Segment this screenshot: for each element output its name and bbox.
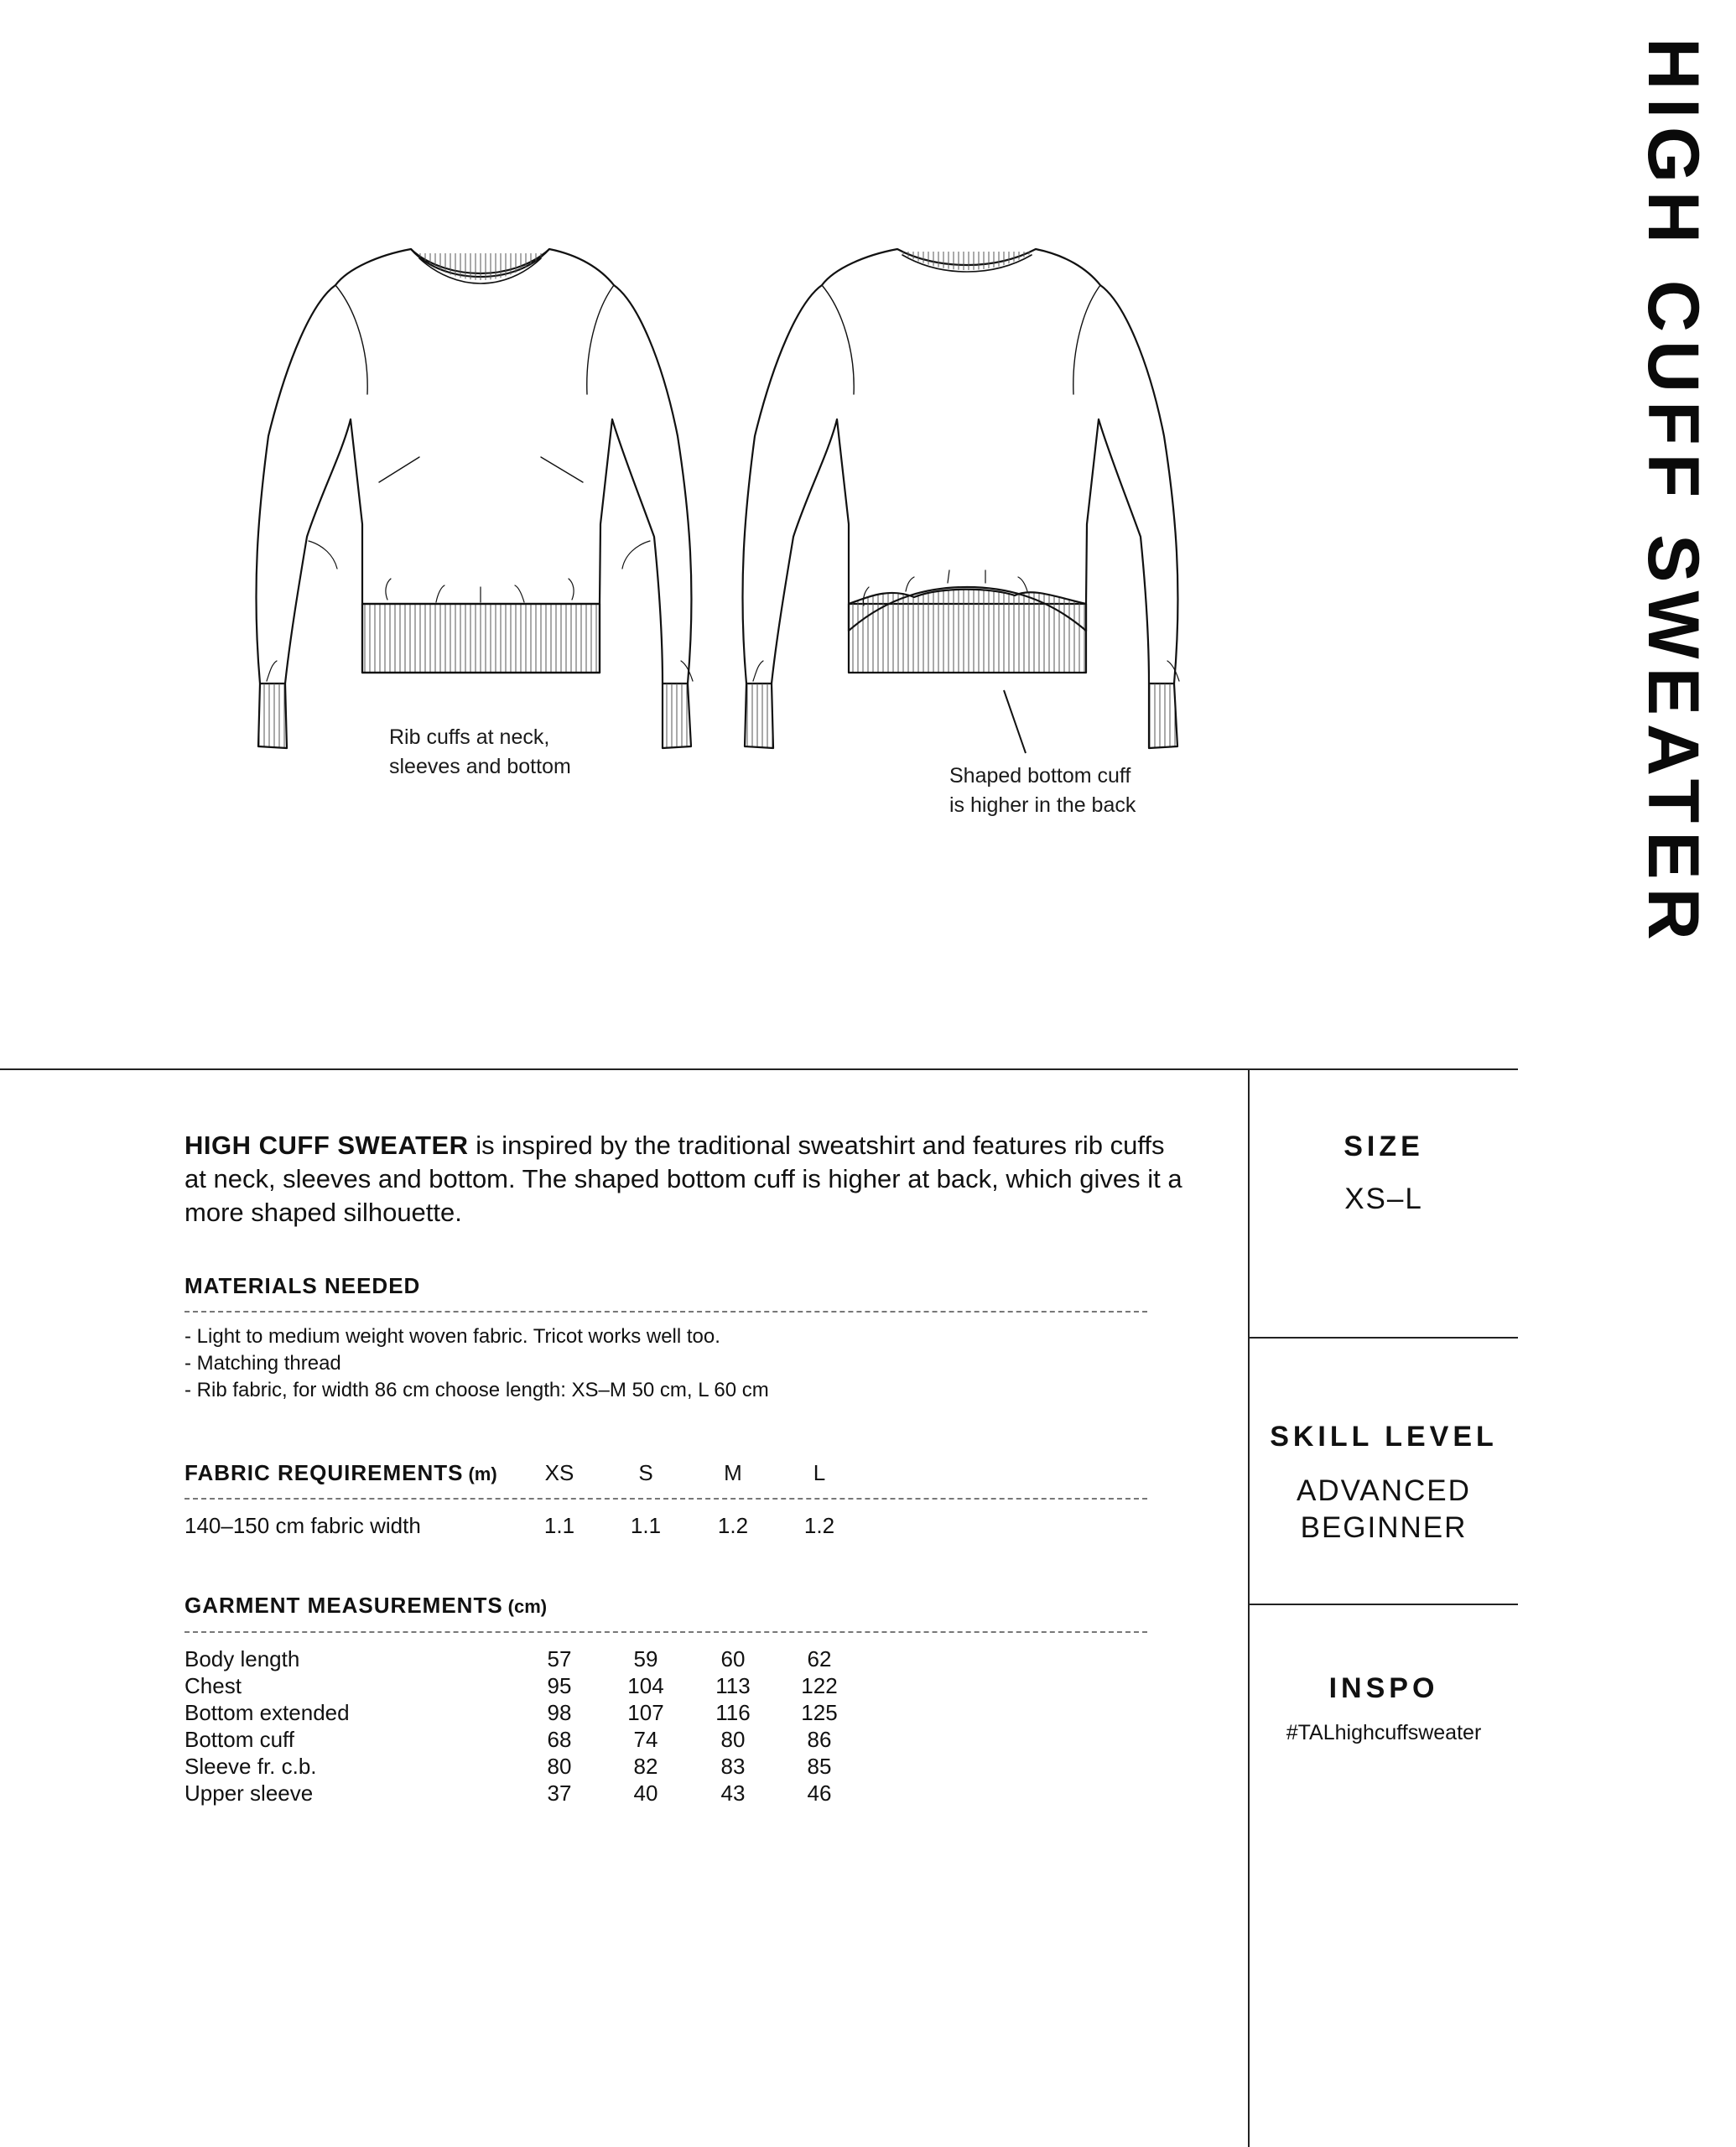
fabric-cell: 1.1 [543, 1513, 575, 1538]
garment-cell: 74 [633, 1727, 658, 1752]
garment-row-label: Bottom extended [185, 1700, 350, 1725]
vertical-title: HIGH CUFF SWEATER [1633, 38, 1713, 949]
front-note [389, 723, 571, 782]
garment-cell: 86 [807, 1727, 832, 1752]
front-view-drawing [256, 249, 693, 748]
garment-cell: 122 [801, 1673, 838, 1698]
inspo-hashtag: #TALhighcuffsweater [1286, 1721, 1482, 1744]
back-view-drawing [742, 249, 1179, 748]
skill-value-line-1: ADVANCED [1297, 1474, 1471, 1507]
front-note-line-2: sleeves and bottom [389, 755, 571, 778]
garment-cell: 40 [633, 1781, 658, 1806]
size-value: XS–L [1344, 1183, 1423, 1215]
back-note-line-2: is higher in the back [949, 793, 1136, 817]
garment-cell: 107 [627, 1700, 664, 1725]
garment-cell: 37 [547, 1781, 572, 1806]
inspo-heading: INSPO [1328, 1672, 1439, 1704]
garment-cell: 57 [547, 1646, 572, 1671]
garment-cell: 95 [547, 1673, 572, 1698]
back-note-line-1: Shaped bottom cuff [949, 764, 1131, 788]
skill-value-line-2: BEGINNER [1300, 1511, 1468, 1544]
materials-heading: MATERIALS NEEDED [185, 1273, 421, 1298]
fabric-rule [185, 1498, 1147, 1500]
intro-product-name: HIGH CUFF SWEATER [185, 1131, 469, 1160]
size-header-m: M [724, 1460, 742, 1485]
fabric-heading-text: FABRIC REQUIREMENTS [185, 1460, 464, 1485]
garment-rule [185, 1631, 1147, 1633]
materials-item: - Light to medium weight woven fabric. Tricot works well too. [185, 1325, 720, 1348]
fabric-cell: 1.1 [630, 1513, 662, 1538]
garment-cell: 98 [547, 1700, 572, 1725]
garment-cell: 43 [720, 1781, 746, 1806]
section-divider [0, 1068, 1518, 1070]
garment-cell: 113 [715, 1673, 751, 1698]
garment-cell: 104 [627, 1673, 664, 1698]
garment-row-label: Chest [185, 1673, 242, 1698]
fabric-heading [185, 1460, 497, 1486]
garment-cell: 83 [720, 1754, 746, 1779]
garment-cell: 116 [715, 1700, 751, 1725]
garment-heading-text: GARMENT MEASUREMENTS [185, 1593, 503, 1618]
materials-item: - Rib fabric, for width 86 cm choose length: XS–M 50 cm, L 60 cm [185, 1379, 769, 1401]
garment-cell: 82 [633, 1754, 658, 1779]
fabric-cell: 1.2 [803, 1513, 835, 1538]
front-note-line-1: Rib cuffs at neck, [389, 725, 550, 749]
garment-cell: 60 [720, 1646, 746, 1671]
garment-cell: 85 [807, 1754, 832, 1779]
garment-cell: 125 [801, 1700, 838, 1725]
skill-value [1250, 1473, 1518, 1547]
garment-cell: 59 [633, 1646, 658, 1671]
size-header-s: S [638, 1460, 653, 1485]
garment-row-label: Sleeve fr. c.b. [185, 1754, 317, 1779]
skill-heading: SKILL LEVEL [1270, 1421, 1498, 1453]
garment-heading [185, 1593, 547, 1619]
materials-list [185, 1323, 769, 1404]
fabric-heading-unit: (m) [468, 1463, 497, 1484]
garment-row-label: Upper sleeve [185, 1781, 314, 1806]
garment-cell: 80 [547, 1754, 572, 1779]
fabric-row-label: 140–150 cm fabric width [185, 1513, 421, 1538]
size-header-l: L [813, 1460, 826, 1485]
intro-text: is inspired by the traditional sweatshirt and features rib cuffs at neck, sleeves and bottom. The shaped bottom cuff is higher at back, which gives it a more shaped silhouette. [185, 1131, 1182, 1227]
materials-item: - Matching thread [185, 1352, 341, 1375]
sidebar-divider-2 [1250, 1604, 1518, 1605]
garment-row-label: Bottom cuff [185, 1727, 295, 1752]
materials-rule [185, 1311, 1147, 1313]
garment-cell: 80 [720, 1727, 746, 1752]
size-header-xs: XS [544, 1460, 574, 1485]
sweater-illustration [0, 0, 1275, 1048]
garment-cell: 46 [807, 1781, 832, 1806]
column-divider [1248, 1069, 1250, 2147]
back-note [949, 762, 1136, 820]
intro-paragraph [185, 1129, 1191, 1229]
garment-heading-unit: (cm) [507, 1596, 548, 1617]
garment-row-label: Body length [185, 1646, 300, 1671]
size-heading: SIZE [1344, 1131, 1424, 1162]
garment-cell: 68 [547, 1727, 572, 1752]
garment-cell: 62 [807, 1646, 832, 1671]
fabric-cell: 1.2 [717, 1513, 749, 1538]
back-note-leader [1004, 690, 1026, 753]
sidebar-divider-1 [1250, 1337, 1518, 1339]
